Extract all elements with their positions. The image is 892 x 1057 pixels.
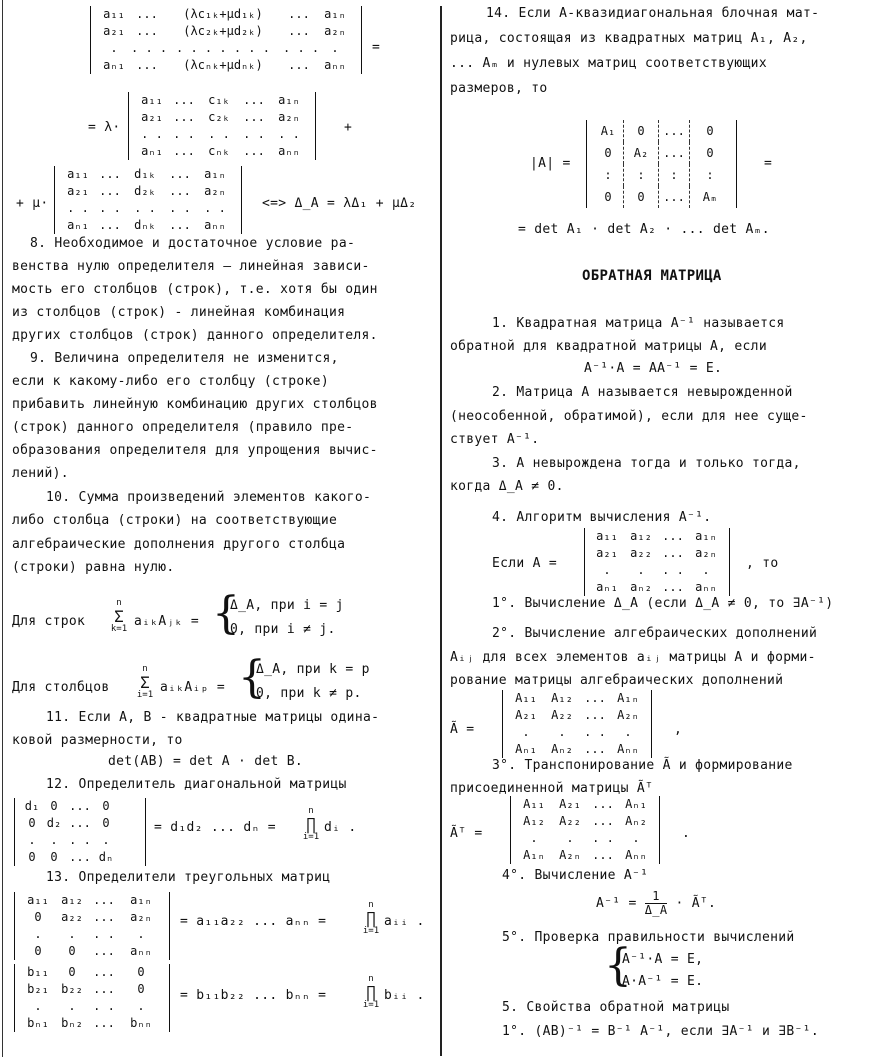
det-row: . . . . . . . . . . bbox=[67, 201, 226, 215]
determinant-c-column bbox=[128, 92, 316, 160]
item-14-line: ... Aₘ и нулевых матриц соответствующих bbox=[450, 56, 767, 71]
matrix-row: . . . . . bbox=[530, 831, 640, 845]
diagonal-product-term: dᵢ . bbox=[324, 820, 357, 835]
block-det-prefix: |A| = bbox=[530, 156, 571, 171]
det-row: a₁₁ ... (λc₁ₖ+μd₁ₖ) ... a₁ₙ bbox=[103, 7, 346, 21]
inverse-item-4-heading: 4. Алгоритм вычисления A⁻¹. bbox=[492, 510, 712, 525]
matrix-row: A₁₁ A₁₂ ... A₁ₙ bbox=[515, 691, 639, 705]
item-8-line: других столбцов (строк) данного определителя. bbox=[12, 328, 378, 343]
det-row: aₙ₁ ... dₙₖ ... aₙₙ bbox=[67, 218, 226, 232]
step-3-line: присоединенной матрицы Ãᵀ bbox=[450, 781, 654, 796]
det-row: a₁₁ ... c₁ₖ ... a₁ₙ bbox=[141, 93, 300, 107]
matrix-row: . . . . . bbox=[603, 563, 710, 577]
equals-sign: = bbox=[764, 156, 773, 171]
inverse-lhs: A⁻¹ = bbox=[596, 896, 637, 911]
item-10-line: 10. Сумма произведений элементов какого- bbox=[46, 490, 372, 505]
determinant-sum-column bbox=[90, 6, 362, 74]
step-5: 5°. Проверка правильности вычислений bbox=[502, 930, 795, 945]
step-1: 1°. Вычисление Δ_A (если Δ_A ≠ 0, то ∃A⁻¹) bbox=[492, 596, 834, 611]
plus-sign: + bbox=[344, 120, 353, 135]
item-9-line: (строк) данного определителя (правило пре- bbox=[12, 420, 354, 435]
block-diagonal-determinant bbox=[586, 120, 737, 208]
product-symbol: n ∏ i=1 bbox=[302, 806, 320, 842]
then-word: , то bbox=[746, 556, 779, 571]
section-heading: ОБРАТНАЯ МАТРИЦА bbox=[582, 268, 722, 284]
period: . bbox=[682, 826, 691, 841]
inverse-item-3-line: когда Δ_A ≠ 0. bbox=[450, 479, 564, 494]
det-row: a₂₁ ... c₂ₖ ... a₂ₙ bbox=[141, 110, 300, 124]
fraction bbox=[645, 890, 668, 917]
diagonal-result: = d₁d₂ ... dₙ = bbox=[154, 820, 276, 835]
item-9-line: 9. Величина определителя не изменится, bbox=[30, 351, 339, 366]
column-divider bbox=[440, 6, 442, 1056]
item-10-line: алгебраические дополнения другого столбца bbox=[12, 537, 346, 552]
matrix-row: A₁ₙ A₂ₙ ... Aₙₙ bbox=[523, 848, 647, 862]
det-row: . . . . . bbox=[34, 999, 145, 1013]
det-row: 0 d₂ ... 0 bbox=[28, 816, 110, 830]
inverse-item-2-line: (неособенной, обратимой), если для нее суще- bbox=[450, 409, 808, 424]
inverse-item-2-line: ствует A⁻¹. bbox=[450, 432, 540, 447]
left-brace: { bbox=[604, 940, 632, 991]
rows-case-2: 0, при i ≠ j. bbox=[230, 622, 336, 637]
det-row: d₁ 0 ... 0 bbox=[24, 799, 110, 813]
det-row: . . . . . bbox=[28, 833, 110, 847]
equals-sign: = bbox=[372, 40, 381, 55]
step-3-line: 3°. Транспонирование Ã и формирование bbox=[492, 758, 793, 773]
diagonal-determinant bbox=[14, 798, 146, 866]
cofactor-matrix bbox=[502, 690, 652, 758]
item-8-line: мость его столбцов (строк), т.е. хотя бы один bbox=[12, 282, 378, 297]
matrix-row: a₂₁ a₂₂ ... a₂ₙ bbox=[596, 546, 717, 560]
cols-formula-label: Для столбцов bbox=[12, 680, 110, 695]
upper-product-term: aᵢᵢ . bbox=[384, 914, 425, 929]
det-row: 0 a₂₂ ... a₂ₙ bbox=[34, 910, 152, 924]
rows-formula-term: aᵢₖAⱼₖ = bbox=[134, 614, 200, 629]
lower-product-term: bᵢᵢ . bbox=[384, 988, 425, 1003]
upper-triangular-result: = a₁₁a₂₂ ... aₙₙ = bbox=[180, 914, 327, 929]
matrix-row: A₁₁ A₂₁ ... Aₙ₁ bbox=[523, 797, 647, 811]
determinant-d-column bbox=[54, 166, 242, 234]
item-14-line: 14. Если А-квазидиагональная блочная мат- bbox=[486, 6, 820, 21]
inverse-item-1-line: 1. Квадратная матрица A⁻¹ называется bbox=[492, 316, 785, 331]
summation: n Σ k=1 bbox=[110, 598, 128, 634]
product-symbol: n ∏ i=1 bbox=[362, 974, 380, 1010]
fraction-numerator: 1 bbox=[645, 890, 668, 904]
check-case-2: A·A⁻¹ = E. bbox=[622, 974, 704, 989]
inverse-item-5-heading: 5. Свойства обратной матрицы bbox=[502, 1000, 730, 1015]
block-det-result: = det A₁ · det A₂ · ... det Aₘ. bbox=[518, 222, 770, 237]
matrix-row: aₙ₁ aₙ₂ ... aₙₙ bbox=[596, 580, 717, 594]
left-brace: { bbox=[212, 588, 240, 639]
det-row: 0 0 ... dₙ bbox=[28, 850, 114, 864]
matrix-row: A₁₂ A₂₂ ... Aₙ₂ bbox=[523, 814, 647, 828]
right-column bbox=[446, 0, 892, 1057]
inverse-item-3-line: 3. А невырождена тогда и только тогда, bbox=[492, 456, 801, 471]
item-8-line: из столбцов (строк) - линейная комбинация bbox=[12, 305, 346, 320]
item-10-line: либо столбца (строки) на соответствующие bbox=[12, 513, 338, 528]
cols-formula-term: aᵢₖAᵢₚ = bbox=[160, 680, 226, 695]
step-4: 4°. Вычисление A⁻¹ bbox=[502, 868, 649, 883]
step-2-line: Aᵢⱼ для всех элементов aᵢⱼ матрицы А и форми- bbox=[450, 650, 816, 665]
det-row: 0 A₂ ... 0 bbox=[593, 142, 730, 164]
inverse-formula bbox=[596, 890, 716, 917]
item-10-line: (строки) равна нулю. bbox=[12, 560, 175, 575]
item-9-line: прибавить линейную комбинацию других столбцов bbox=[12, 397, 378, 412]
linearity-result: <=> Δ_A = λΔ₁ + μΔ₂ bbox=[262, 196, 417, 211]
property-1: 1°. (AB)⁻¹ = B⁻¹ A⁻¹, если ∃A⁻¹ и ∃B⁻¹. bbox=[502, 1024, 819, 1039]
det-row: b₁₁ 0 ... 0 bbox=[27, 965, 145, 979]
comma: , bbox=[674, 722, 683, 737]
summation: n Σ i=1 bbox=[136, 664, 154, 700]
lambda-prefix: = λ· bbox=[88, 120, 121, 135]
inverse-rhs: · Ãᵀ. bbox=[675, 896, 717, 911]
left-column bbox=[0, 0, 438, 1057]
cofactor-matrix-label: Ã = bbox=[450, 722, 475, 737]
item-8-line: венства нулю определителя — линейная зависи- bbox=[12, 259, 370, 274]
inverse-item-1-line: обратной для квадратной матрицы А, если bbox=[450, 339, 767, 354]
det-row: bₙ₁ bₙ₂ ... bₙₙ bbox=[27, 1016, 152, 1030]
det-row: a₁₁ ... d₁ₖ ... a₁ₙ bbox=[67, 167, 226, 181]
matrix-a bbox=[584, 528, 730, 596]
det-row: aₙ₁ ... cₙₖ ... aₙₙ bbox=[141, 144, 300, 158]
det-row: a₂₁ ... (λc₂ₖ+μd₂ₖ) ... a₂ₙ bbox=[103, 24, 346, 38]
item-14-line: рица, состоящая из квадратных матриц A₁, A₂, bbox=[450, 31, 808, 46]
lower-triangular-result: = b₁₁b₂₂ ... bₙₙ = bbox=[180, 988, 327, 1003]
det-row: A₁ 0 ... 0 bbox=[593, 120, 730, 142]
matrix-row: a₁₁ a₁₂ ... a₁ₙ bbox=[596, 529, 717, 543]
item-11-line: ковой размерности, то bbox=[12, 733, 183, 748]
item-14-line: размеров, то bbox=[450, 81, 548, 96]
matrix-row: Aₙ₁ Aₙ₂ ... Aₙₙ bbox=[515, 742, 639, 756]
adjugate-matrix bbox=[510, 796, 660, 864]
check-case-1: A⁻¹·A = E, bbox=[622, 952, 704, 967]
det-row: . . . . . . . . . . bbox=[141, 127, 300, 141]
item-8-line: 8. Необходимое и достаточное условие ра- bbox=[30, 236, 356, 251]
if-a-equals: Если А = bbox=[492, 556, 558, 571]
item-11-line: 11. Если А, В - квадратные матрицы одина- bbox=[46, 710, 380, 725]
det-row: a₁₁ a₁₂ ... a₁ₙ bbox=[27, 893, 152, 907]
product-symbol: n ∏ i=1 bbox=[362, 900, 380, 936]
det-row: aₙ₁ ... (λcₙₖ+μdₙₖ) ... aₙₙ bbox=[103, 58, 346, 72]
left-brace: { bbox=[238, 652, 266, 703]
item-9-line: лений). bbox=[12, 466, 69, 481]
det-row: 0 0 ... Aₘ bbox=[593, 186, 730, 208]
cols-case-1: Δ_A, при k = p bbox=[256, 662, 370, 677]
rows-case-1: Δ_A, при i = j bbox=[230, 598, 344, 613]
det-row: 0 0 ... aₙₙ bbox=[34, 944, 152, 958]
item-13-heading: 13. Определители треугольных матриц bbox=[46, 870, 331, 885]
det-product-formula: det(AB) = det A · det B. bbox=[108, 754, 304, 769]
lower-triangular-determinant bbox=[14, 964, 170, 1032]
det-row: . . . . . bbox=[34, 927, 145, 941]
matrix-row: A₂₁ A₂₂ ... A₂ₙ bbox=[515, 708, 639, 722]
item-9-line: образования определителя для упрощения вычис- bbox=[12, 443, 378, 458]
det-row: b₂₁ b₂₂ ... 0 bbox=[27, 982, 145, 996]
fraction-denominator: Δ_A bbox=[644, 903, 668, 917]
cols-case-2: 0, при k ≠ p. bbox=[256, 686, 362, 701]
det-row: : : : : bbox=[593, 164, 730, 186]
det-row: a₂₁ ... d₂ₖ ... a₂ₙ bbox=[67, 184, 226, 198]
inverse-definition-formula: A⁻¹·A = AA⁻¹ = E. bbox=[584, 361, 723, 376]
item-9-line: если к какому-либо его столбцу (строке) bbox=[12, 374, 329, 389]
matrix-row: . . . . . bbox=[522, 725, 632, 739]
mu-prefix: + μ· bbox=[16, 196, 49, 211]
adjugate-matrix-label: Ãᵀ = bbox=[450, 826, 483, 841]
det-row: . . . . . . . . . . . . . . . bbox=[110, 41, 339, 55]
item-12-heading: 12. Определитель диагональной матрицы bbox=[46, 777, 347, 792]
inverse-item-2-line: 2. Матрица А называется невырожденной bbox=[492, 385, 793, 400]
step-2-line: рование матрицы алгебраических дополнений bbox=[450, 673, 784, 688]
step-2-line: 2°. Вычисление алгебраических дополнений bbox=[492, 626, 818, 641]
rows-formula-label: Для строк bbox=[12, 614, 86, 629]
upper-triangular-determinant bbox=[14, 892, 170, 960]
